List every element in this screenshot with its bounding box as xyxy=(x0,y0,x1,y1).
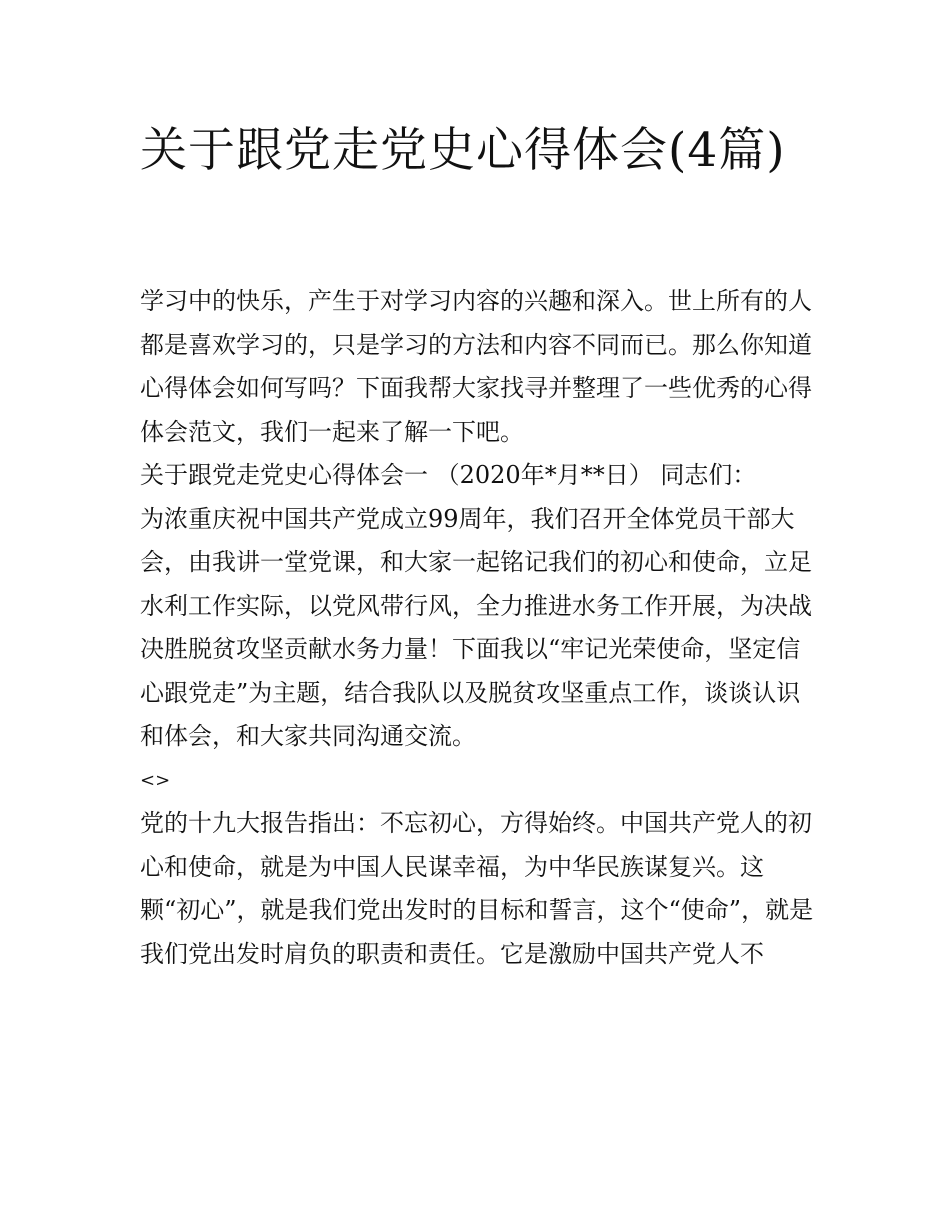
document-title: 关于跟党走党史心得体会(4篇) xyxy=(140,123,786,178)
placeholder-marker: <> xyxy=(140,769,171,791)
document-body xyxy=(140,280,820,976)
report-quote-paragraph: 党的十九大报告指出：不忘初心，方得始终。中国共产党人的初心和使命，就是为中国人民谋幸福，为中华民族谋复兴。这颗“初心”，就是我们党出发时的目标和誓言，这个“使命”，就是我们党出发时肩负的职责和责任。它是激励中国共产党人不 xyxy=(140,809,814,968)
intro-paragraph: 学习中的快乐，产生于对学习内容的兴趣和深入。世上所有的人都是喜欢学习的，只是学习的方法和内容不同而已。那么你知道心得体会如何写吗？下面我帮大家找寻并整理了一些优秀的心得体会范文，我们一起来了解一下吧。 xyxy=(140,287,812,446)
section-heading-paragraph: 关于跟党走党史心得体会一 （2020年*月**日） 同志们： xyxy=(140,461,757,489)
speech-opening-paragraph: 为浓重庆祝中国共产党成立99周年，我们召开全体党员干部大会，由我讲一堂党课，和大家一起铭记我们的初心和使命，立足水利工作实际，以党风带行风，全力推进水务工作开展，为决战决胜脱贫攻坚贡献水务力量！下面我以“牢记光荣使命，坚定信心跟党走”为主题，结合我队以及脱贫攻坚重点工作，谈谈认识和体会，和大家共同沟通交流。 xyxy=(140,504,812,750)
